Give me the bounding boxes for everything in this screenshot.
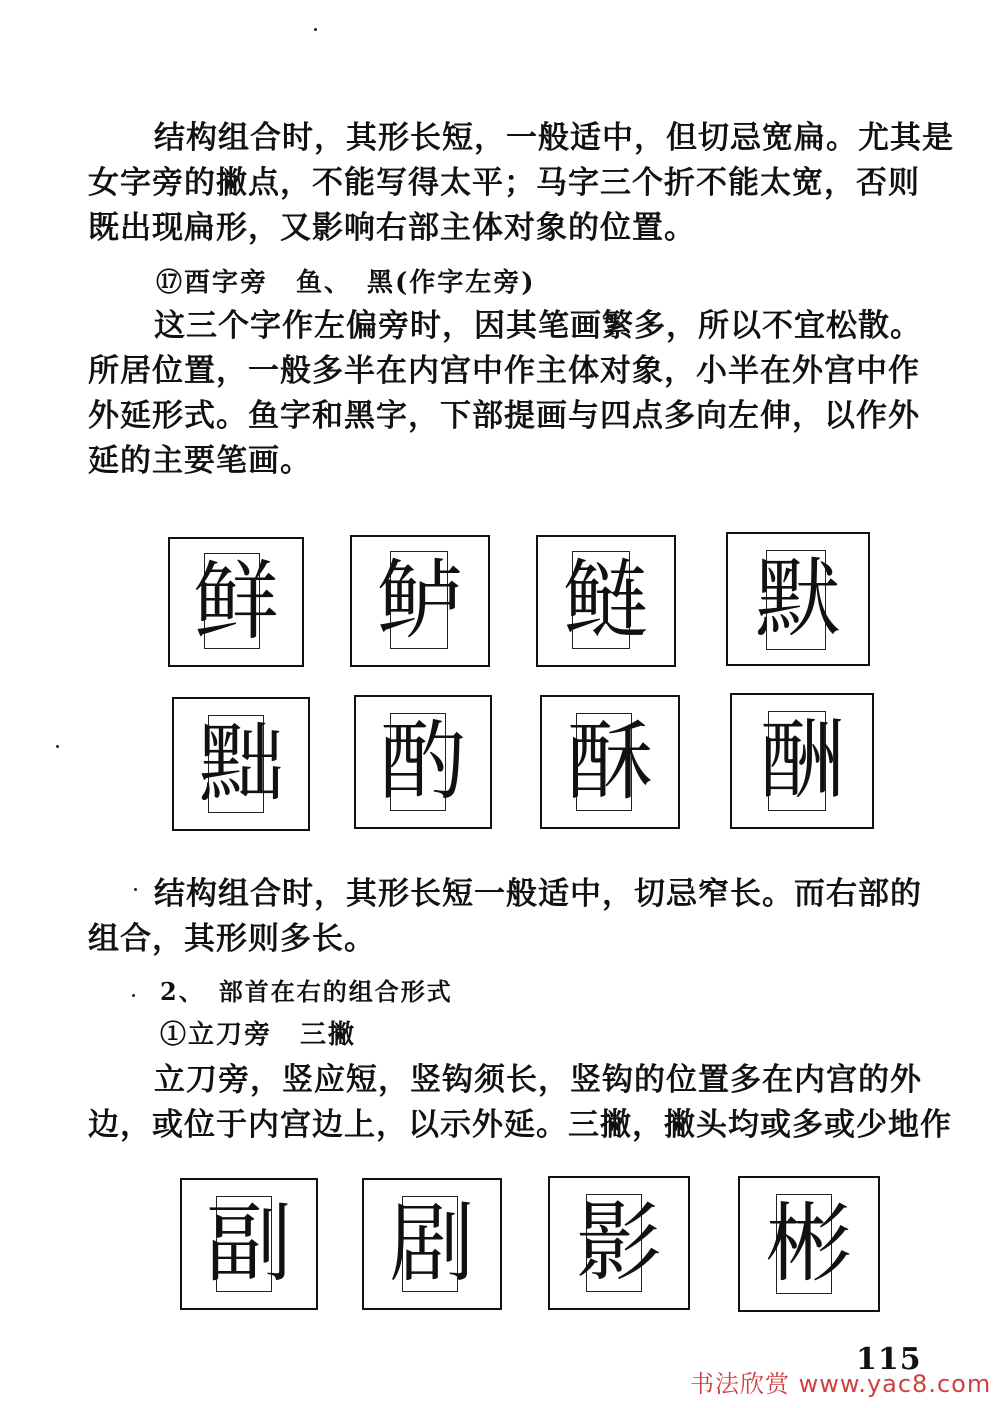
text-line: 组合，其形则多长。 xyxy=(88,921,376,957)
example-character: 鲜 xyxy=(193,552,279,652)
example-character: 酬 xyxy=(759,711,845,811)
example-character: 鲢 xyxy=(563,551,649,651)
example-character-box xyxy=(362,1178,502,1310)
section-heading: 2、 部首在右的组合形式 xyxy=(160,977,453,1006)
text-line: 女字旁的撇点，不能写得太平；马字三个折不能太宽，否则 xyxy=(88,165,920,201)
example-character: 副 xyxy=(206,1194,292,1294)
text-line: 结构组合时，其形长短，一般适中，但切忌宽扁。尤其是 xyxy=(154,120,954,156)
example-character-box xyxy=(738,1176,880,1312)
text-line: 立刀旁，竖应短，竖钩须长，竖钩的位置多在内宫的外 xyxy=(154,1062,922,1098)
paragraph-2 xyxy=(88,304,948,484)
example-character-box xyxy=(354,695,492,829)
example-character-box xyxy=(540,695,680,829)
scan-speck xyxy=(132,994,135,997)
example-character-box xyxy=(350,535,490,667)
text-line: 延的主要笔画。 xyxy=(88,443,312,479)
subsection-heading-17: ⑰酉字旁 鱼、 黑(作字左旁) xyxy=(156,268,536,298)
example-character-box xyxy=(548,1176,690,1310)
scan-speck xyxy=(56,745,59,748)
paragraph-1 xyxy=(88,116,954,251)
example-character: 彬 xyxy=(766,1194,852,1294)
text-line: 外延形式。鱼字和黑字，下部提画与四点多向左伸，以作外 xyxy=(88,398,920,434)
paragraph-4 xyxy=(88,1058,952,1148)
paragraph-3 xyxy=(88,872,948,962)
scan-speck xyxy=(314,28,317,31)
example-character: 剧 xyxy=(389,1194,475,1294)
example-character: 酥 xyxy=(567,712,653,812)
text-line: 这三个字作左偏旁时，因其笔画繁多，所以不宜松散。 xyxy=(154,308,922,344)
example-character-box xyxy=(536,535,676,667)
subsection-heading-1: ①立刀旁 三撇 xyxy=(160,1020,357,1050)
example-character: 鲈 xyxy=(377,551,463,651)
example-character-box xyxy=(726,532,870,666)
example-character-box xyxy=(168,537,304,667)
example-character: 影 xyxy=(576,1193,662,1293)
example-character-box xyxy=(180,1178,318,1310)
page-number: 115 xyxy=(856,1342,922,1377)
example-character-box xyxy=(730,693,874,829)
text-line: 结构组合时，其形长短一般适中，切忌窄长。而右部的 xyxy=(154,876,922,912)
site-watermark: 书法欣赏 www.yac8.com xyxy=(690,1370,992,1398)
example-character: 酌 xyxy=(380,712,466,812)
text-line: 边，或位于内宫边上，以示外延。三撇，撇头均或多或少地作 xyxy=(88,1107,952,1143)
text-line: 所居位置，一般多半在内宫中作主体对象，小半在外宫中作 xyxy=(88,353,920,389)
example-character-box xyxy=(172,697,310,831)
text-line: 既出现扁形，又影响右部主体对象的位置。 xyxy=(88,210,696,246)
example-character: 黜 xyxy=(198,714,284,814)
example-character: 默 xyxy=(755,549,841,649)
